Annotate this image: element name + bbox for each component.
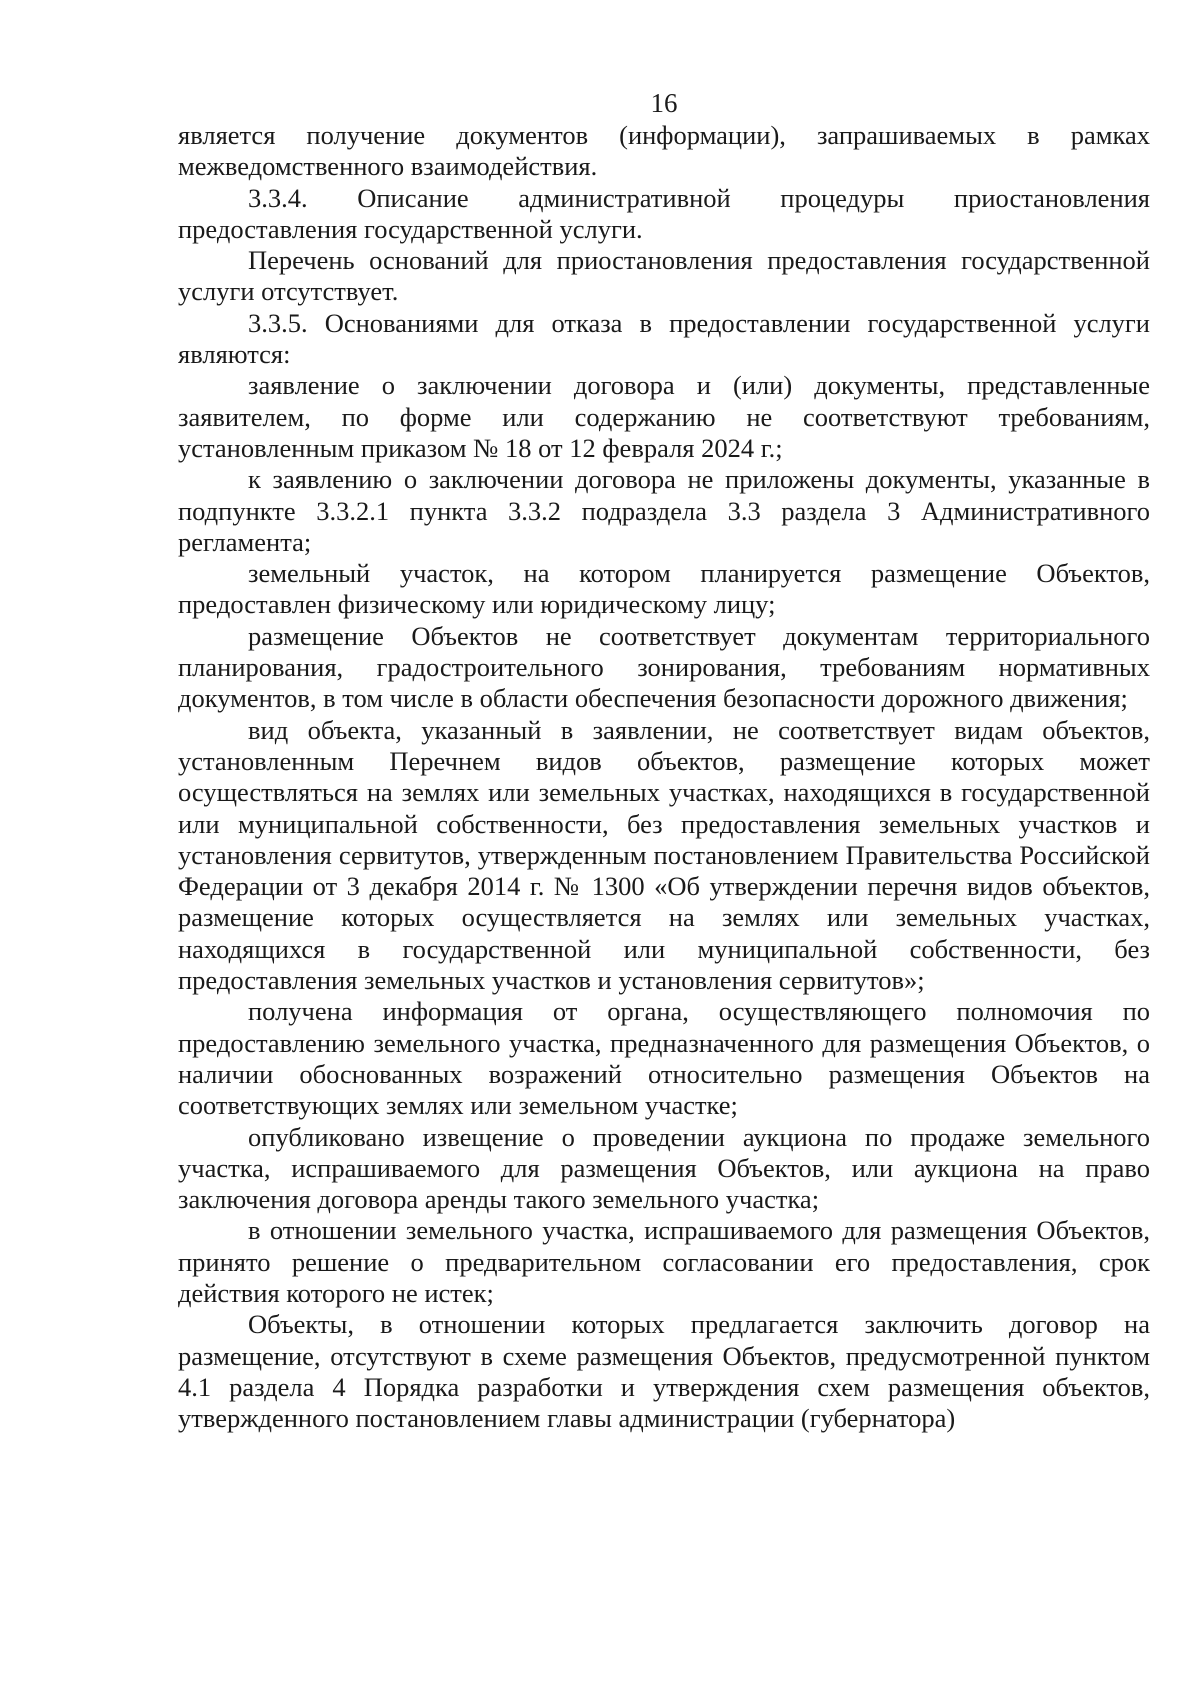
- refusal-ground-item: Объекты, в отношении которых предлагается заключить договор на размещение, отсутствуют в схеме размещения Объектов, предусмотренной пунктом 4.1 раздела 4 Порядка разработки и утверждения схем размещения объектов, утвержденного постановлением главы администрации (губернатора): [178, 1309, 1150, 1434]
- document-page: [178, 86, 1150, 1434]
- refusal-ground-item: к заявлению о заключении договора не приложены документы, указанные в подпункте 3.3.2.1 пункта 3.3.2 подраздела 3.3 раздела 3 Административного регламента;: [178, 464, 1150, 557]
- refusal-ground-item: опубликовано извещение о проведении аукциона по продаже земельного участка, испрашиваемого для размещения Объектов, или аукциона на право заключения договора аренды такого земельного участка;: [178, 1121, 1150, 1215]
- page-number: 16: [650, 88, 678, 118]
- paragraph-continuation: является получение документов (информации), запрашиваемых в рамках межведомственного взаимодействия.: [178, 120, 1150, 182]
- refusal-ground-item: вид объекта, указанный в заявлении, не соответствует видам объектов, установленным Перечнем видов объектов, размещение которых может осуществляться на землях или земельных участках, находящихся в государственной или муниципальной собственности, без предоставления земельных участков и установления сервитутов, утвержденным постановлением Правительства Российской Федерации от 3 декабря 2014 г. № 1300 «Об утверждении перечня видов объектов, размещение которых осуществляется на землях или земельных участках, находящихся в государственной или муниципальной собственности, без предоставления земельных участков и установления сервитутов»;: [178, 714, 1150, 996]
- refusal-ground-item: в отношении земельного участка, испрашиваемого для размещения Объектов, принято решение о предварительном согласовании его предоставления, срок действия которого не истек;: [178, 1215, 1150, 1308]
- paragraph-3-3-5-heading: 3.3.5. Основаниями для отказа в предоставлении государственной услуги являются:: [178, 307, 1150, 370]
- refusal-ground-item: получена информация от органа, осуществляющего полномочия по предоставлению земельного участка, предназначенного для размещения Объектов, о наличии обоснованных возражений относительно размещения Объектов на соответствующих землях или земельном участке;: [178, 996, 1150, 1121]
- paragraph-3-3-4-heading: 3.3.4. Описание административной процедуры приостановления предоставления государственной услуги.: [178, 182, 1150, 244]
- refusal-ground-item: заявление о заключении договора и (или) документы, представленные заявителем, по форме или содержанию не соответствуют требованиям, установленным приказом № 18 от 12 февраля 2024 г.;: [178, 370, 1150, 463]
- paragraph-suspension-grounds: Перечень оснований для приостановления предоставления государственной услуги отсутствует.: [178, 245, 1150, 307]
- refusal-ground-item: земельный участок, на котором планируется размещение Объектов, предоставлен физическому или юридическому лицу;: [178, 558, 1150, 620]
- refusal-ground-item: размещение Объектов не соответствует документам территориального планирования, градостроительного зонирования, требованиям нормативных документов, в том числе в области обеспечения безопасности дорожного движения;: [178, 620, 1150, 714]
